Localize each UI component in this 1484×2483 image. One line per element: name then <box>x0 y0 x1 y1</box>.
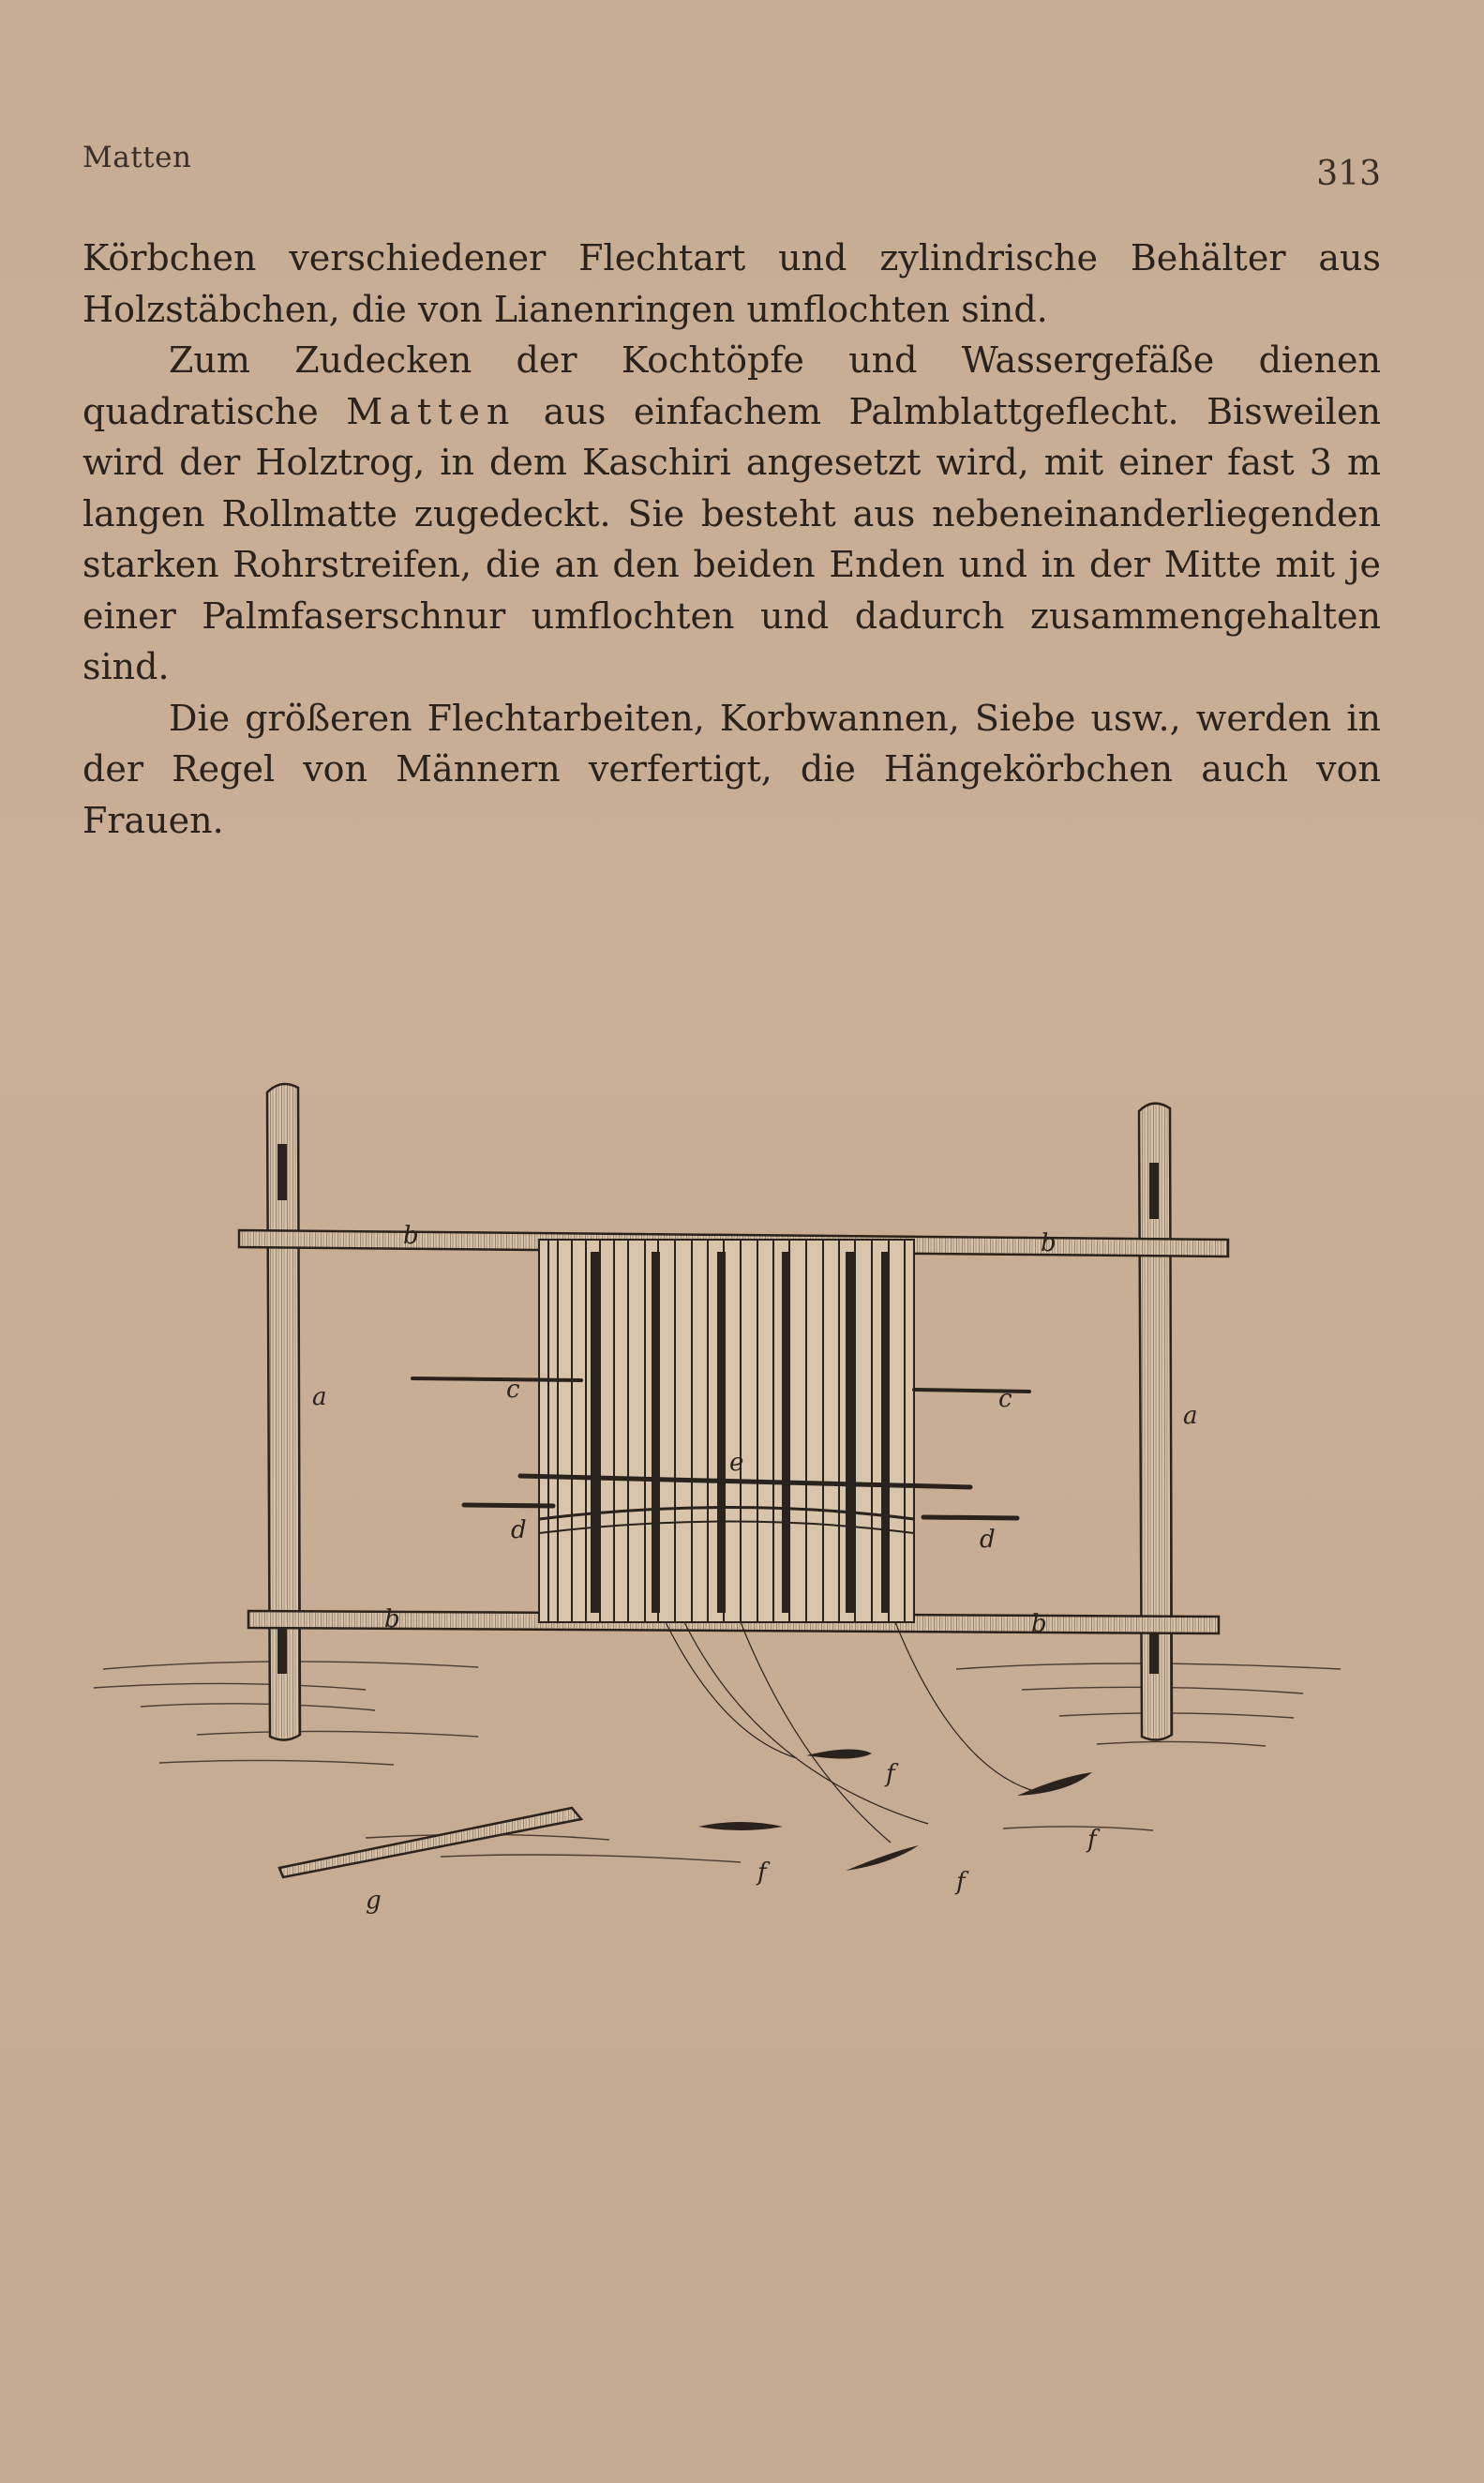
weaving-sword <box>279 1808 581 1877</box>
label-e: e <box>729 1449 744 1477</box>
paragraph-2 <box>82 335 1381 693</box>
label-b-top-left: b <box>403 1222 419 1250</box>
page-number: 313 <box>1316 155 1381 193</box>
label-d-left: d <box>511 1516 527 1544</box>
paragraph-2-rest: aus einfachem Palmblattgeflecht. Bisweilen wird der Holztrog, in dem Kaschiri angesetzt wird, mit einer fast 3 m langen Rollmatte zugedeckt. Sie besteht aus nebeneinanderliegenden starken Rohrstreifen, die an den beiden Enden und in der Mitte mit je einer Palmfaserschnur umflochten und dadurch zusammengehalten sind. <box>82 390 1381 687</box>
label-g: g <box>366 1887 382 1915</box>
label-f-2: f <box>757 1858 767 1887</box>
label-d-right: d <box>980 1526 996 1554</box>
left-post <box>267 1084 300 1740</box>
label-b-top-right: b <box>1041 1229 1057 1257</box>
label-b-bottom-left: b <box>384 1605 400 1633</box>
loom-illustration <box>84 1022 1397 1960</box>
loom-engraving <box>84 1022 1397 1960</box>
label-c-left: c <box>506 1376 520 1404</box>
paragraph-1: Körbchen verschiedener Flechtart und zylindrische Behälter aus Holzstäbchen, die von Lianenringen umflochten sind. <box>82 237 1381 330</box>
label-b-bottom-right: b <box>1031 1610 1047 1638</box>
paragraph-2-start: Zum Zudecken der Kochtöpfe und Wassergefäße dienen quadratische <box>82 339 1381 432</box>
paragraph-3: Die größeren Flechtarbeiten, Korbwannen, Siebe usw., werden in der Regel von Männern verfertigt, die Hängekörbchen auch von Frauen. <box>82 697 1381 841</box>
spaced-term-matten: Matten <box>346 390 517 432</box>
label-c-right: c <box>998 1385 1012 1413</box>
label-a-left: a <box>312 1383 327 1411</box>
label-f-4: f <box>1087 1826 1097 1854</box>
woven-warp <box>539 1240 914 1622</box>
shuttles <box>666 1622 1092 1871</box>
running-head: Matten <box>82 141 192 174</box>
body-text <box>82 233 1381 846</box>
right-post <box>1139 1104 1172 1740</box>
label-f-1: f <box>886 1760 895 1788</box>
label-a-right: a <box>1183 1402 1198 1430</box>
label-f-3: f <box>956 1868 966 1896</box>
